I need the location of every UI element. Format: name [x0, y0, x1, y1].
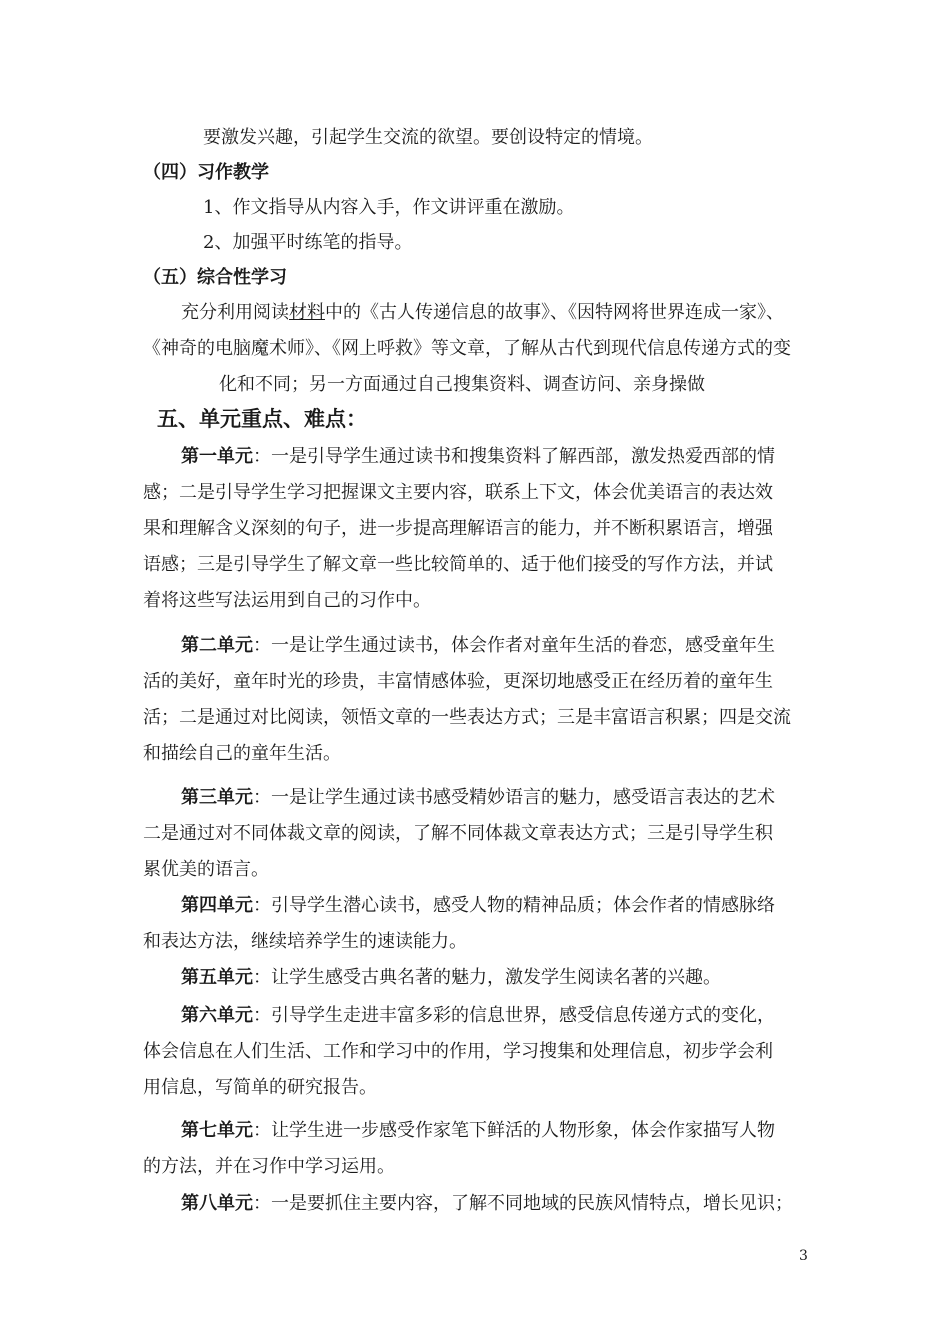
text-span: ：引导学生潜心读书，感受人物的精神品质；体会作者的情感脉络	[253, 895, 775, 916]
text-line: 用信息，写简单的研究报告。	[143, 1077, 377, 1098]
unit-label: 第七单元	[181, 1120, 253, 1141]
unit-label: 第四单元	[181, 895, 253, 916]
text-line: 活的美好，童年时光的珍贵，丰富情感体验，更深切地感受正在经历着的童年生	[143, 671, 773, 692]
unit-label: 第一单元	[181, 446, 253, 467]
text-span: 充分利用阅读	[181, 302, 289, 323]
underlined-word: 材料	[289, 302, 325, 323]
unit-label: 第二单元	[181, 635, 253, 656]
text-line: 语感；三是引导学生了解文章一些比较简单的、适于他们接受的写作方法，并试	[143, 554, 773, 575]
unit-paragraph-first-line	[181, 445, 775, 469]
text-line: 活；二是通过对比阅读，领悟文章的一些表达方式；三是丰富语言积累；四是交流	[143, 707, 791, 728]
text-span: ：引导学生走进丰富多彩的信息世界，感受信息传递方式的变化，	[253, 1005, 775, 1026]
text-span: ：让学生进一步感受作家笔下鲜活的人物形象，体会作家描写人物	[253, 1120, 775, 1141]
text-line	[181, 301, 784, 325]
text-line: 果和理解含义深刻的句子，进一步提高理解语言的能力，并不断积累语言，增强	[143, 518, 773, 539]
text-line: 着将这些写法运用到自己的习作中。	[143, 590, 431, 611]
text-line: 和表达方法，继续培养学生的速读能力。	[143, 931, 467, 952]
unit-paragraph-first-line	[181, 1119, 775, 1143]
unit-label: 第五单元	[181, 967, 253, 988]
list-item: 1、作文指导从内容入手，作文讲评重在激励。	[203, 197, 575, 218]
unit-paragraph-first-line	[181, 786, 775, 810]
text-line: 的方法，并在习作中学习运用。	[143, 1156, 395, 1177]
text-span: ：一是让学生通过读书，体会作者对童年生活的眷恋，感受童年生	[253, 635, 775, 656]
main-heading: 五、单元重点、难点：	[157, 407, 367, 431]
text-line: 要激发兴趣，引起学生交流的欲望。要创设特定的情境。	[203, 127, 653, 148]
text-span: ：让学生感受古典名著的魅力，激发学生阅读名著的兴趣。	[253, 967, 721, 988]
unit-paragraph-first-line	[181, 1004, 775, 1028]
text-line: 体会信息在人们生活、工作和学习中的作用，学习搜集和处理信息，初步学会利	[143, 1041, 773, 1062]
text-line: 感；二是引导学生学习把握课文主要内容，联系上下文，体会优美语言的表达效	[143, 482, 773, 503]
unit-paragraph-first-line	[181, 1192, 793, 1216]
unit-paragraph-first-line	[181, 966, 721, 990]
section-heading-composition: （四）习作教学	[143, 162, 269, 183]
unit-label: 第六单元	[181, 1005, 253, 1026]
section-heading-integrated-learning: （五）综合性学习	[143, 267, 287, 288]
text-span: ：一是让学生通过读书感受精妙语言的魅力，感受语言表达的艺术	[253, 787, 775, 808]
text-line: 和描绘自己的童年生活。	[143, 743, 341, 764]
text-line: 《神奇的电脑魔术师》、《网上呼救》等文章，了解从古代到现代信息传递方式的变	[143, 338, 791, 359]
unit-paragraph-first-line	[181, 634, 775, 658]
unit-label: 第三单元	[181, 787, 253, 808]
text-line: 累优美的语言。	[143, 859, 269, 880]
text-line: 二是通过对不同体裁文章的阅读，了解不同体裁文章表达方式；三是引导学生积	[143, 823, 773, 844]
unit-paragraph-first-line	[181, 894, 775, 918]
list-item: 2、加强平时练笔的指导。	[203, 232, 413, 253]
text-span: ：一是引导学生通过读书和搜集资料了解西部，激发热爱西部的情	[253, 446, 775, 467]
text-line: 化和不同；另一方面通过自己搜集资料、调查访问、亲身操做	[219, 374, 705, 395]
text-span: ：一是要抓住主要内容，了解不同地域的民族风情特点，增长见识；	[253, 1193, 793, 1214]
unit-label: 第八单元	[181, 1193, 253, 1214]
text-span: 中的《古人传递信息的故事》、《因特网将世界连成一家》、	[325, 302, 784, 323]
page-number: 3	[799, 1248, 808, 1264]
